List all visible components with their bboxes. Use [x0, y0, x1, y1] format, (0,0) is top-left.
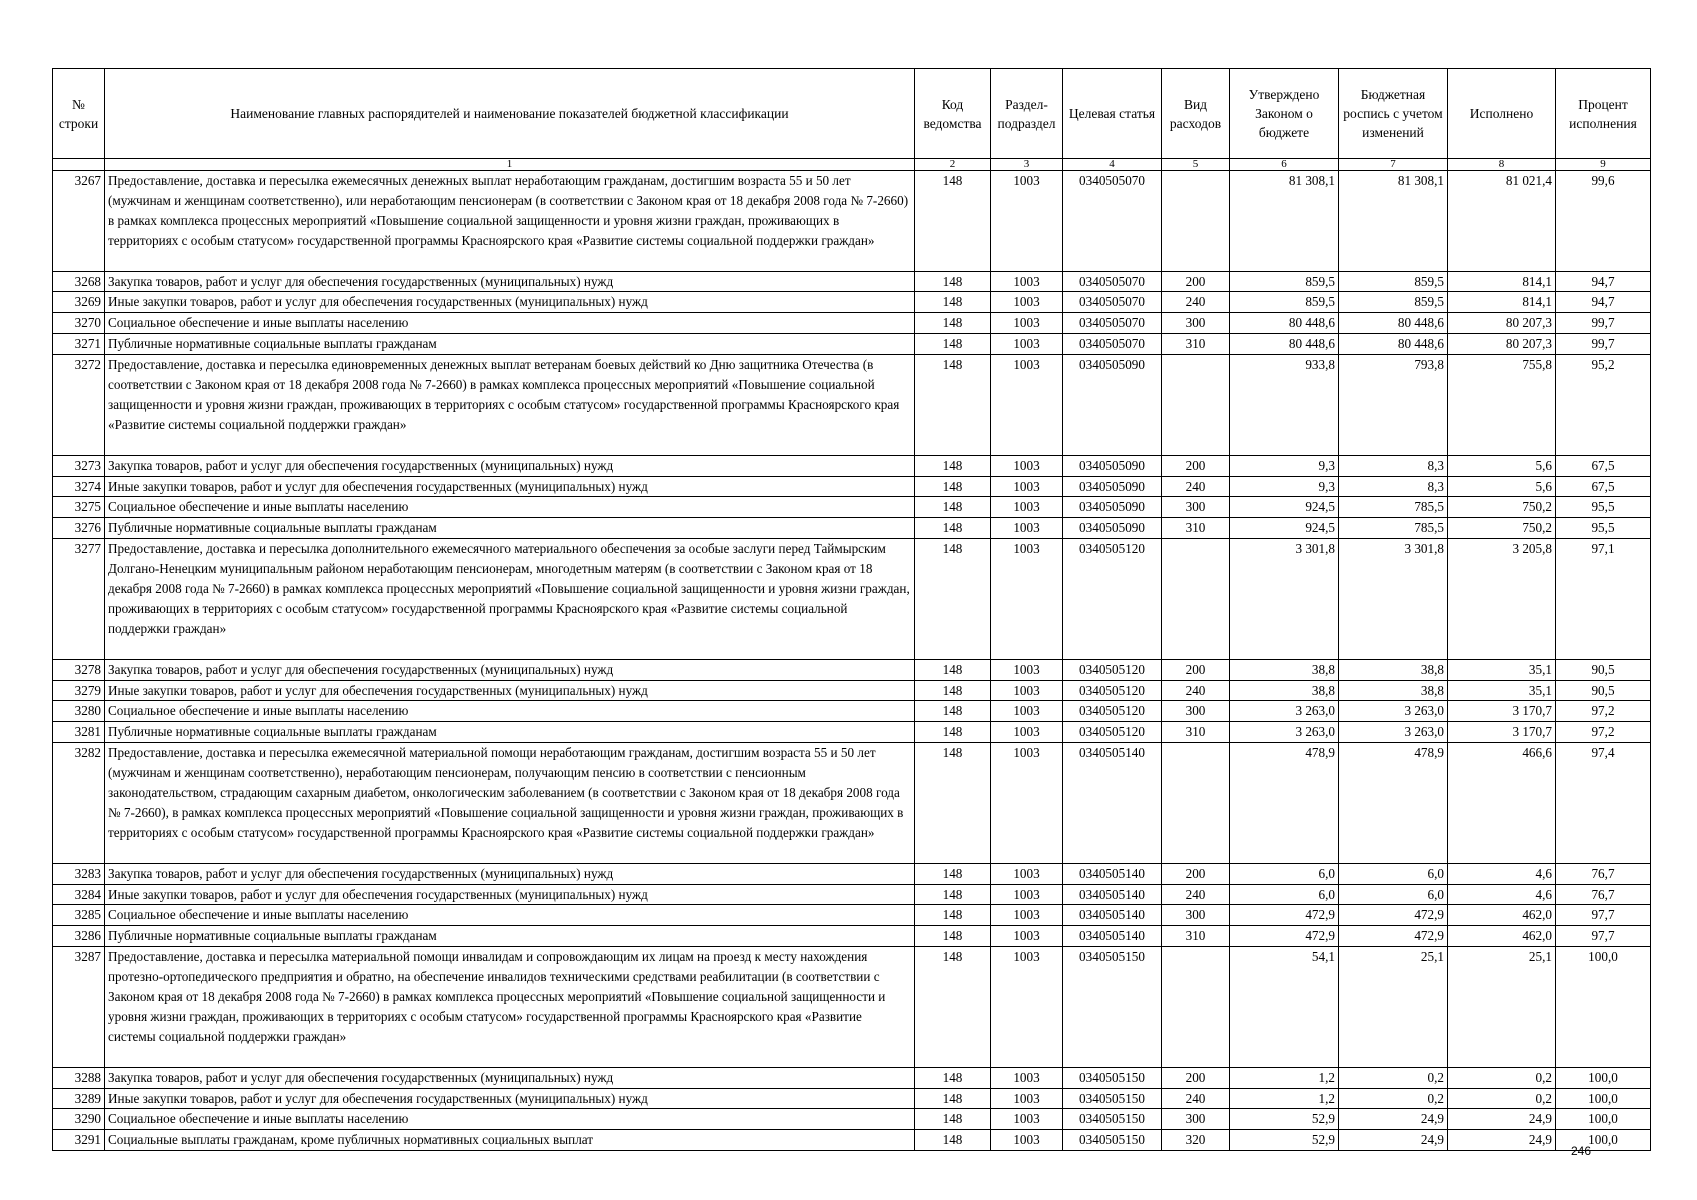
approved-amount-cell: 1,2	[1230, 1088, 1339, 1109]
executed-amount-cell: 0,2	[1448, 1067, 1556, 1088]
department-code-cell: 148	[915, 497, 991, 518]
name-cell: Публичные нормативные социальные выплаты гражданам	[105, 334, 915, 355]
expense-type-cell: 300	[1162, 313, 1230, 334]
row-number-cell: 3279	[53, 680, 105, 701]
budget-amount-cell: 38,8	[1339, 680, 1448, 701]
budget-amount-cell: 6,0	[1339, 863, 1448, 884]
table-row	[53, 334, 1651, 355]
approved-amount-cell: 924,5	[1230, 497, 1339, 518]
target-item-cell: 0340505120	[1063, 722, 1162, 743]
expense-type-cell	[1162, 539, 1230, 659]
approved-amount-cell: 472,9	[1230, 905, 1339, 926]
row-number-cell: 3268	[53, 271, 105, 292]
executed-amount-cell: 25,1	[1448, 947, 1556, 1067]
expense-type-cell	[1162, 947, 1230, 1067]
budget-amount-cell: 3 301,8	[1339, 539, 1448, 659]
expense-type-cell: 300	[1162, 1109, 1230, 1130]
row-number-cell: 3285	[53, 905, 105, 926]
header-number-blank	[53, 159, 105, 171]
target-item-cell: 0340505120	[1063, 680, 1162, 701]
approved-amount-cell: 859,5	[1230, 292, 1339, 313]
budget-amount-cell: 25,1	[1339, 947, 1448, 1067]
target-item-cell: 0340505070	[1063, 313, 1162, 334]
section-cell: 1003	[991, 659, 1063, 680]
executed-amount-cell: 3 170,7	[1448, 722, 1556, 743]
percent-cell: 94,7	[1556, 292, 1651, 313]
expense-type-cell: 310	[1162, 722, 1230, 743]
target-item-cell: 0340505070	[1063, 171, 1162, 272]
section-cell: 1003	[991, 476, 1063, 497]
expense-type-cell: 240	[1162, 476, 1230, 497]
department-code-cell: 148	[915, 863, 991, 884]
target-item-cell: 0340505090	[1063, 476, 1162, 497]
name-cell: Предоставление, доставка и пересылка ежемесячной материальной помощи неработающим гражданам, достигшим возраста 55 и 50 лет (мужчинам и женщинам соответственно), неработающим пенсионерам, получающим пенсию в соответствии с пенсионным законодательством, страдающим сахарным диабетом, онкологическим заболеванием (в соответствии с Законом края от 18 декабря 2008 года № 7-2660), в рамках комплекса процессных мероприятий «Повышение социальной защищенности и уровня жизни граждан, проживающих в территориях с особым статусом» государственной программы Красноярского края «Развитие системы социальной поддержки граждан»	[105, 743, 915, 863]
row-number-cell: 3282	[53, 743, 105, 863]
executed-amount-cell: 750,2	[1448, 497, 1556, 518]
department-code-cell: 148	[915, 292, 991, 313]
row-number-cell: 3271	[53, 334, 105, 355]
section-cell: 1003	[991, 1088, 1063, 1109]
header-section: Раздел-подраздел	[991, 69, 1063, 159]
executed-amount-cell: 755,8	[1448, 355, 1556, 456]
section-cell: 1003	[991, 539, 1063, 659]
percent-cell: 90,5	[1556, 680, 1651, 701]
row-number-cell: 3286	[53, 926, 105, 947]
executed-amount-cell: 462,0	[1448, 926, 1556, 947]
header-number: 9	[1556, 159, 1651, 171]
department-code-cell: 148	[915, 701, 991, 722]
row-number-cell: 3277	[53, 539, 105, 659]
table-row	[53, 905, 1651, 926]
expense-type-cell	[1162, 355, 1230, 456]
header-number: 2	[915, 159, 991, 171]
name-cell: Предоставление, доставка и пересылка ежемесячных денежных выплат неработающим гражданам, достигшим возраста 55 и 50 лет (мужчинам и женщинам соответственно), или неработающим пенсионерам (в соответствии с Законом края от 18 декабря 2008 года № 7-2660) в рамках комплекса процессных мероприятий «Повышение социальной защищенности и уровня жизни граждан, проживающих в территориях с особым статусом» государственной программы Красноярского края «Развитие системы социальной поддержки граждан»	[105, 171, 915, 272]
budget-amount-cell: 478,9	[1339, 743, 1448, 863]
budget-amount-cell: 6,0	[1339, 884, 1448, 905]
expense-type-cell: 300	[1162, 701, 1230, 722]
expense-type-cell: 310	[1162, 334, 1230, 355]
percent-cell: 95,5	[1556, 518, 1651, 539]
target-item-cell: 0340505070	[1063, 334, 1162, 355]
name-cell: Социальное обеспечение и иные выплаты населению	[105, 497, 915, 518]
approved-amount-cell: 54,1	[1230, 947, 1339, 1067]
table-row	[53, 355, 1651, 456]
expense-type-cell: 300	[1162, 905, 1230, 926]
approved-amount-cell: 80 448,6	[1230, 334, 1339, 355]
expense-type-cell: 200	[1162, 455, 1230, 476]
target-item-cell: 0340505120	[1063, 539, 1162, 659]
executed-amount-cell: 5,6	[1448, 476, 1556, 497]
name-cell: Иные закупки товаров, работ и услуг для обеспечения государственных (муниципальных) нужд	[105, 476, 915, 497]
section-cell: 1003	[991, 271, 1063, 292]
percent-cell: 97,2	[1556, 722, 1651, 743]
section-cell: 1003	[991, 518, 1063, 539]
expense-type-cell: 310	[1162, 518, 1230, 539]
department-code-cell: 148	[915, 539, 991, 659]
target-item-cell: 0340505150	[1063, 1067, 1162, 1088]
percent-cell: 99,6	[1556, 171, 1651, 272]
table-row	[53, 539, 1651, 659]
executed-amount-cell: 80 207,3	[1448, 334, 1556, 355]
table-header	[53, 69, 1651, 171]
table-row	[53, 292, 1651, 313]
approved-amount-cell: 38,8	[1230, 659, 1339, 680]
target-item-cell: 0340505140	[1063, 926, 1162, 947]
target-item-cell: 0340505140	[1063, 863, 1162, 884]
approved-amount-cell: 6,0	[1230, 863, 1339, 884]
name-cell: Социальные выплаты гражданам, кроме публичных нормативных социальных выплат	[105, 1130, 915, 1151]
section-cell: 1003	[991, 722, 1063, 743]
budget-amount-cell: 0,2	[1339, 1088, 1448, 1109]
expense-type-cell	[1162, 743, 1230, 863]
section-cell: 1003	[991, 292, 1063, 313]
percent-cell: 94,7	[1556, 271, 1651, 292]
expense-type-cell: 200	[1162, 271, 1230, 292]
department-code-cell: 148	[915, 518, 991, 539]
section-cell: 1003	[991, 1130, 1063, 1151]
row-number-cell: 3284	[53, 884, 105, 905]
department-code-cell: 148	[915, 476, 991, 497]
budget-amount-cell: 80 448,6	[1339, 313, 1448, 334]
section-cell: 1003	[991, 884, 1063, 905]
table-row	[53, 659, 1651, 680]
header-number: 4	[1063, 159, 1162, 171]
approved-amount-cell: 80 448,6	[1230, 313, 1339, 334]
section-cell: 1003	[991, 313, 1063, 334]
section-cell: 1003	[991, 1067, 1063, 1088]
approved-amount-cell: 478,9	[1230, 743, 1339, 863]
department-code-cell: 148	[915, 722, 991, 743]
percent-cell: 99,7	[1556, 334, 1651, 355]
executed-amount-cell: 81 021,4	[1448, 171, 1556, 272]
expense-type-cell: 310	[1162, 926, 1230, 947]
approved-amount-cell: 52,9	[1230, 1109, 1339, 1130]
section-cell: 1003	[991, 455, 1063, 476]
executed-amount-cell: 3 205,8	[1448, 539, 1556, 659]
budget-amount-cell: 3 263,0	[1339, 722, 1448, 743]
percent-cell: 76,7	[1556, 863, 1651, 884]
row-number-cell: 3290	[53, 1109, 105, 1130]
executed-amount-cell: 35,1	[1448, 680, 1556, 701]
budget-amount-cell: 472,9	[1339, 926, 1448, 947]
percent-cell: 100,0	[1556, 1088, 1651, 1109]
department-code-cell: 148	[915, 884, 991, 905]
row-number-cell: 3289	[53, 1088, 105, 1109]
budget-amount-cell: 38,8	[1339, 659, 1448, 680]
table-row	[53, 1067, 1651, 1088]
percent-cell: 67,5	[1556, 455, 1651, 476]
department-code-cell: 148	[915, 334, 991, 355]
name-cell: Предоставление, доставка и пересылка материальной помощи инвалидам и сопровождающим их лицам на проезд к месту нахождения протезно-ортопедического предприятия и обратно, на обеспечение инвалидов техническими средствами реабилитации (в соответствии с Законом края от 18 декабря 2008 года № 7-2660) в рамках комплекса процессных мероприятий «Повышение социальной защищенности и уровня жизни граждан, проживающих в территориях с особым статусом» государственной программы Красноярского края «Развитие системы социальной поддержки граждан»	[105, 947, 915, 1067]
name-cell: Предоставление, доставка и пересылка единовременных денежных выплат ветеранам боевых действий ко Дню защитника Отечества (в соответствии с Законом края от 18 декабря 2008 года № 7-2660) в рамках комплекса процессных мероприятий «Повышение социальной защищенности и уровня жизни граждан, проживающих в территориях с особым статусом» государственной программы Красноярского края «Развитие системы социальной поддержки граждан»	[105, 355, 915, 456]
section-cell: 1003	[991, 334, 1063, 355]
expense-type-cell: 200	[1162, 1067, 1230, 1088]
section-cell: 1003	[991, 905, 1063, 926]
department-code-cell: 148	[915, 680, 991, 701]
department-code-cell: 148	[915, 1109, 991, 1130]
approved-amount-cell: 3 263,0	[1230, 701, 1339, 722]
executed-amount-cell: 35,1	[1448, 659, 1556, 680]
row-number-cell: 3267	[53, 171, 105, 272]
budget-amount-cell: 3 263,0	[1339, 701, 1448, 722]
budget-amount-cell: 81 308,1	[1339, 171, 1448, 272]
department-code-cell: 148	[915, 905, 991, 926]
target-item-cell: 0340505120	[1063, 701, 1162, 722]
name-cell: Социальное обеспечение и иные выплаты населению	[105, 1109, 915, 1130]
executed-amount-cell: 750,2	[1448, 518, 1556, 539]
target-item-cell: 0340505150	[1063, 1130, 1162, 1151]
budget-amount-cell: 8,3	[1339, 476, 1448, 497]
expense-type-cell: 320	[1162, 1130, 1230, 1151]
expense-type-cell: 300	[1162, 497, 1230, 518]
table-row	[53, 863, 1651, 884]
executed-amount-cell: 0,2	[1448, 1088, 1556, 1109]
approved-amount-cell: 1,2	[1230, 1067, 1339, 1088]
section-cell: 1003	[991, 947, 1063, 1067]
percent-cell: 99,7	[1556, 313, 1651, 334]
name-cell: Предоставление, доставка и пересылка дополнительного ежемесячного материального обеспечения за особые заслуги перед Таймырским Долгано-Ненецким муниципальным районом неработающим пенсионерам, многодетным матерям (в соответствии с Законом края от 18 декабря 2008 года № 7-2660) в рамках комплекса процессных мероприятий «Повышение социальной защищенности и уровня жизни граждан, проживающих в территориях с особым статусом» государственной программы Красноярского края «Развитие системы социальной поддержки граждан»	[105, 539, 915, 659]
executed-amount-cell: 3 170,7	[1448, 701, 1556, 722]
approved-amount-cell: 3 301,8	[1230, 539, 1339, 659]
percent-cell: 100,0	[1556, 1130, 1651, 1151]
table-row	[53, 884, 1651, 905]
executed-amount-cell: 4,6	[1448, 884, 1556, 905]
header-number: 8	[1448, 159, 1556, 171]
executed-amount-cell: 814,1	[1448, 271, 1556, 292]
percent-cell: 97,1	[1556, 539, 1651, 659]
approved-amount-cell: 472,9	[1230, 926, 1339, 947]
approved-amount-cell: 6,0	[1230, 884, 1339, 905]
percent-cell: 95,2	[1556, 355, 1651, 456]
budget-amount-cell: 8,3	[1339, 455, 1448, 476]
name-cell: Социальное обеспечение и иные выплаты населению	[105, 905, 915, 926]
header-number: 5	[1162, 159, 1230, 171]
budget-amount-cell: 785,5	[1339, 518, 1448, 539]
name-cell: Закупка товаров, работ и услуг для обеспечения государственных (муниципальных) нужд	[105, 1067, 915, 1088]
department-code-cell: 148	[915, 171, 991, 272]
approved-amount-cell: 38,8	[1230, 680, 1339, 701]
row-number-cell: 3278	[53, 659, 105, 680]
budget-amount-cell: 859,5	[1339, 292, 1448, 313]
expense-type-cell: 240	[1162, 884, 1230, 905]
department-code-cell: 148	[915, 271, 991, 292]
name-cell: Социальное обеспечение и иные выплаты населению	[105, 313, 915, 334]
section-cell: 1003	[991, 863, 1063, 884]
target-item-cell: 0340505070	[1063, 292, 1162, 313]
percent-cell: 97,7	[1556, 905, 1651, 926]
row-number-cell: 3283	[53, 863, 105, 884]
percent-cell: 97,7	[1556, 926, 1651, 947]
target-item-cell: 0340505150	[1063, 947, 1162, 1067]
approved-amount-cell: 933,8	[1230, 355, 1339, 456]
expense-type-cell: 200	[1162, 863, 1230, 884]
table-row	[53, 271, 1651, 292]
expense-type-cell	[1162, 171, 1230, 272]
section-cell: 1003	[991, 680, 1063, 701]
name-cell: Иные закупки товаров, работ и услуг для обеспечения государственных (муниципальных) нужд	[105, 884, 915, 905]
budget-amount-cell: 785,5	[1339, 497, 1448, 518]
row-number-cell: 3291	[53, 1130, 105, 1151]
department-code-cell: 148	[915, 1130, 991, 1151]
row-number-cell: 3274	[53, 476, 105, 497]
name-cell: Публичные нормативные социальные выплаты гражданам	[105, 722, 915, 743]
name-cell: Закупка товаров, работ и услуг для обеспечения государственных (муниципальных) нужд	[105, 863, 915, 884]
target-item-cell: 0340505070	[1063, 271, 1162, 292]
budget-amount-cell: 472,9	[1339, 905, 1448, 926]
department-code-cell: 148	[915, 355, 991, 456]
row-number-cell: 3287	[53, 947, 105, 1067]
approved-amount-cell: 924,5	[1230, 518, 1339, 539]
percent-cell: 97,2	[1556, 701, 1651, 722]
name-cell: Иные закупки товаров, работ и услуг для обеспечения государственных (муниципальных) нужд	[105, 680, 915, 701]
executed-amount-cell: 462,0	[1448, 905, 1556, 926]
percent-cell: 90,5	[1556, 659, 1651, 680]
table-row	[53, 497, 1651, 518]
table-row	[53, 926, 1651, 947]
budget-amount-cell: 859,5	[1339, 271, 1448, 292]
approved-amount-cell: 52,9	[1230, 1130, 1339, 1151]
executed-amount-cell: 4,6	[1448, 863, 1556, 884]
department-code-cell: 148	[915, 743, 991, 863]
header-number: 7	[1339, 159, 1448, 171]
table-row	[53, 1088, 1651, 1109]
table-row	[53, 701, 1651, 722]
target-item-cell: 0340505090	[1063, 355, 1162, 456]
budget-execution-table	[52, 68, 1651, 1151]
executed-amount-cell: 24,9	[1448, 1109, 1556, 1130]
row-number-cell: 3276	[53, 518, 105, 539]
percent-cell: 67,5	[1556, 476, 1651, 497]
section-cell: 1003	[991, 743, 1063, 863]
name-cell: Социальное обеспечение и иные выплаты населению	[105, 701, 915, 722]
name-cell: Закупка товаров, работ и услуг для обеспечения государственных (муниципальных) нужд	[105, 455, 915, 476]
budget-amount-cell: 80 448,6	[1339, 334, 1448, 355]
section-cell: 1003	[991, 1109, 1063, 1130]
header-number: 6	[1230, 159, 1339, 171]
expense-type-cell: 240	[1162, 680, 1230, 701]
table-row	[53, 171, 1651, 272]
executed-amount-cell: 24,9	[1448, 1130, 1556, 1151]
row-number-cell: 3269	[53, 292, 105, 313]
header-number: 3	[991, 159, 1063, 171]
budget-amount-cell: 0,2	[1339, 1067, 1448, 1088]
table-row	[53, 518, 1651, 539]
approved-amount-cell: 9,3	[1230, 476, 1339, 497]
target-item-cell: 0340505140	[1063, 884, 1162, 905]
header-number: 1	[105, 159, 915, 171]
target-item-cell: 0340505090	[1063, 518, 1162, 539]
budget-amount-cell: 24,9	[1339, 1109, 1448, 1130]
row-number-cell: 3272	[53, 355, 105, 456]
page-number: 246	[1571, 1144, 1592, 1158]
approved-amount-cell: 81 308,1	[1230, 171, 1339, 272]
header-approved: Утверждено Законом о бюджете	[1230, 69, 1339, 159]
name-cell: Иные закупки товаров, работ и услуг для обеспечения государственных (муниципальных) нужд	[105, 292, 915, 313]
name-cell: Закупка товаров, работ и услуг для обеспечения государственных (муниципальных) нужд	[105, 271, 915, 292]
section-cell: 1003	[991, 171, 1063, 272]
approved-amount-cell: 9,3	[1230, 455, 1339, 476]
percent-cell: 97,4	[1556, 743, 1651, 863]
department-code-cell: 148	[915, 926, 991, 947]
table-row	[53, 947, 1651, 1067]
executed-amount-cell: 80 207,3	[1448, 313, 1556, 334]
target-item-cell: 0340505120	[1063, 659, 1162, 680]
department-code-cell: 148	[915, 947, 991, 1067]
table-row	[53, 1109, 1651, 1130]
section-cell: 1003	[991, 497, 1063, 518]
executed-amount-cell: 5,6	[1448, 455, 1556, 476]
section-cell: 1003	[991, 926, 1063, 947]
target-item-cell: 0340505150	[1063, 1088, 1162, 1109]
row-number-cell: 3270	[53, 313, 105, 334]
department-code-cell: 148	[915, 1067, 991, 1088]
approved-amount-cell: 859,5	[1230, 271, 1339, 292]
budget-amount-cell: 793,8	[1339, 355, 1448, 456]
percent-cell: 100,0	[1556, 947, 1651, 1067]
target-item-cell: 0340505140	[1063, 743, 1162, 863]
table-row	[53, 722, 1651, 743]
target-item-cell: 0340505140	[1063, 905, 1162, 926]
department-code-cell: 148	[915, 313, 991, 334]
name-cell: Закупка товаров, работ и услуг для обеспечения государственных (муниципальных) нужд	[105, 659, 915, 680]
row-number-cell: 3288	[53, 1067, 105, 1088]
percent-cell: 95,5	[1556, 497, 1651, 518]
name-cell: Публичные нормативные социальные выплаты гражданам	[105, 518, 915, 539]
executed-amount-cell: 814,1	[1448, 292, 1556, 313]
header-executed: Исполнено	[1448, 69, 1556, 159]
header-row-number: № строки	[53, 69, 105, 159]
target-item-cell: 0340505090	[1063, 455, 1162, 476]
row-number-cell: 3275	[53, 497, 105, 518]
table-body	[53, 171, 1651, 1151]
expense-type-cell: 240	[1162, 292, 1230, 313]
section-cell: 1003	[991, 355, 1063, 456]
executed-amount-cell: 466,6	[1448, 743, 1556, 863]
section-cell: 1003	[991, 701, 1063, 722]
row-number-cell: 3273	[53, 455, 105, 476]
header-percent: Процент исполнения	[1556, 69, 1651, 159]
name-cell: Иные закупки товаров, работ и услуг для обеспечения государственных (муниципальных) нужд	[105, 1088, 915, 1109]
header-budget-schedule: Бюджетная роспись с учетом изменений	[1339, 69, 1448, 159]
percent-cell: 76,7	[1556, 884, 1651, 905]
table-row	[53, 455, 1651, 476]
expense-type-cell: 240	[1162, 1088, 1230, 1109]
name-cell: Публичные нормативные социальные выплаты гражданам	[105, 926, 915, 947]
header-department-code: Код ведомства	[915, 69, 991, 159]
table-row	[53, 680, 1651, 701]
table-row	[53, 476, 1651, 497]
table-row	[53, 1130, 1651, 1151]
header-name: Наименование главных распорядителей и наименование показателей бюджетной классификации	[105, 69, 915, 159]
budget-amount-cell: 24,9	[1339, 1130, 1448, 1151]
target-item-cell: 0340505090	[1063, 497, 1162, 518]
target-item-cell: 0340505150	[1063, 1109, 1162, 1130]
header-target-item: Целевая статья	[1063, 69, 1162, 159]
row-number-cell: 3281	[53, 722, 105, 743]
department-code-cell: 148	[915, 1088, 991, 1109]
table-row	[53, 313, 1651, 334]
table-row	[53, 743, 1651, 863]
percent-cell: 100,0	[1556, 1067, 1651, 1088]
row-number-cell: 3280	[53, 701, 105, 722]
percent-cell: 100,0	[1556, 1109, 1651, 1130]
approved-amount-cell: 3 263,0	[1230, 722, 1339, 743]
expense-type-cell: 200	[1162, 659, 1230, 680]
department-code-cell: 148	[915, 659, 991, 680]
department-code-cell: 148	[915, 455, 991, 476]
header-expense-type: Вид расходов	[1162, 69, 1230, 159]
